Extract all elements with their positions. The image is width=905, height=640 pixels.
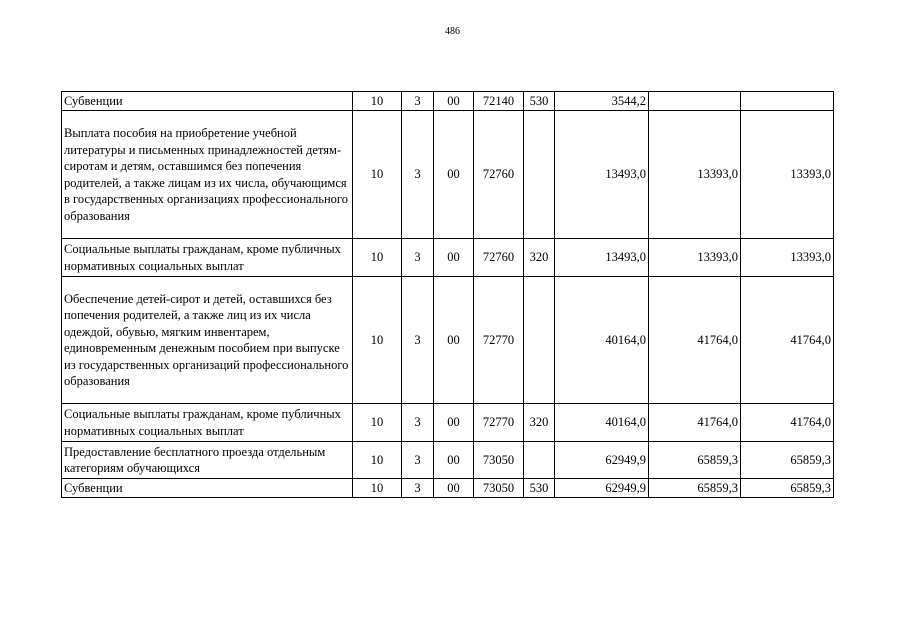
- row-subsection: 3: [402, 479, 434, 498]
- row-section: 10: [353, 479, 402, 498]
- row-amount-year1: 40164,0: [555, 404, 649, 442]
- row-amount-year1: 40164,0: [555, 277, 649, 404]
- row-subsection: 3: [402, 92, 434, 111]
- table-row: [62, 277, 834, 404]
- row-program: 00: [434, 111, 474, 239]
- row-amount-year1: 62949,9: [555, 442, 649, 479]
- table-row: [62, 479, 834, 498]
- row-subsection: 3: [402, 111, 434, 239]
- row-section: 10: [353, 277, 402, 404]
- row-amount-year2: 13393,0: [649, 239, 741, 277]
- row-amount-year2: 41764,0: [649, 277, 741, 404]
- row-expense-type: [524, 111, 555, 239]
- row-code: 72770: [474, 277, 524, 404]
- row-amount-year1: 62949,9: [555, 479, 649, 498]
- row-name: Социальные выплаты гражданам, кроме публичных нормативных социальных выплат: [62, 404, 353, 442]
- row-subsection: 3: [402, 239, 434, 277]
- table-row: [62, 111, 834, 239]
- row-amount-year1: 3544,2: [555, 92, 649, 111]
- row-amount-year1: 13493,0: [555, 111, 649, 239]
- row-amount-year3: 41764,0: [741, 277, 834, 404]
- table-row: [62, 442, 834, 479]
- row-amount-year2: [649, 92, 741, 111]
- row-program: 00: [434, 92, 474, 111]
- budget-table: [61, 91, 834, 498]
- table-row: [62, 404, 834, 442]
- row-name: Выплата пособия на приобретение учебной литературы и письменных принадлежностей детям-сиротам и детям, оставшимся без попечения родителей, а также лицам из их числа, обучающимся в государственных организациях профессионального образования: [62, 111, 353, 239]
- row-expense-type: 320: [524, 404, 555, 442]
- row-program: 00: [434, 404, 474, 442]
- row-code: 72760: [474, 239, 524, 277]
- row-code: 72140: [474, 92, 524, 111]
- row-subsection: 3: [402, 277, 434, 404]
- row-expense-type: 530: [524, 479, 555, 498]
- row-amount-year1: 13493,0: [555, 239, 649, 277]
- row-amount-year3: 41764,0: [741, 404, 834, 442]
- row-name: Субвенции: [62, 479, 353, 498]
- row-expense-type: 530: [524, 92, 555, 111]
- row-code: 73050: [474, 442, 524, 479]
- row-expense-type: [524, 277, 555, 404]
- row-section: 10: [353, 239, 402, 277]
- row-section: 10: [353, 111, 402, 239]
- row-section: 10: [353, 404, 402, 442]
- row-amount-year3: 13393,0: [741, 239, 834, 277]
- row-amount-year3: 13393,0: [741, 111, 834, 239]
- row-subsection: 3: [402, 442, 434, 479]
- row-name: Субвенции: [62, 92, 353, 111]
- row-code: 72770: [474, 404, 524, 442]
- row-program: 00: [434, 239, 474, 277]
- row-amount-year2: 65859,3: [649, 479, 741, 498]
- row-section: 10: [353, 92, 402, 111]
- row-expense-type: 320: [524, 239, 555, 277]
- row-amount-year2: 41764,0: [649, 404, 741, 442]
- row-subsection: 3: [402, 404, 434, 442]
- row-name: Предоставление бесплатного проезда отдельным категориям обучающихся: [62, 442, 353, 479]
- row-name: Социальные выплаты гражданам, кроме публичных нормативных социальных выплат: [62, 239, 353, 277]
- row-code: 73050: [474, 479, 524, 498]
- row-program: 00: [434, 277, 474, 404]
- row-program: 00: [434, 442, 474, 479]
- page-number: 486: [445, 26, 460, 37]
- row-amount-year3: [741, 92, 834, 111]
- table-row: [62, 239, 834, 277]
- row-section: 10: [353, 442, 402, 479]
- row-amount-year3: 65859,3: [741, 442, 834, 479]
- row-name: Обеспечение детей-сирот и детей, оставшихся без попечения родителей, а также лиц из их числа одеждой, обувью, мягким инвентарем, единовременным денежным пособием при выпуске из государственных организаций профессионального образования: [62, 277, 353, 404]
- row-amount-year2: 13393,0: [649, 111, 741, 239]
- table-row: [62, 92, 834, 111]
- row-code: 72760: [474, 111, 524, 239]
- row-amount-year3: 65859,3: [741, 479, 834, 498]
- row-amount-year2: 65859,3: [649, 442, 741, 479]
- row-expense-type: [524, 442, 555, 479]
- row-program: 00: [434, 479, 474, 498]
